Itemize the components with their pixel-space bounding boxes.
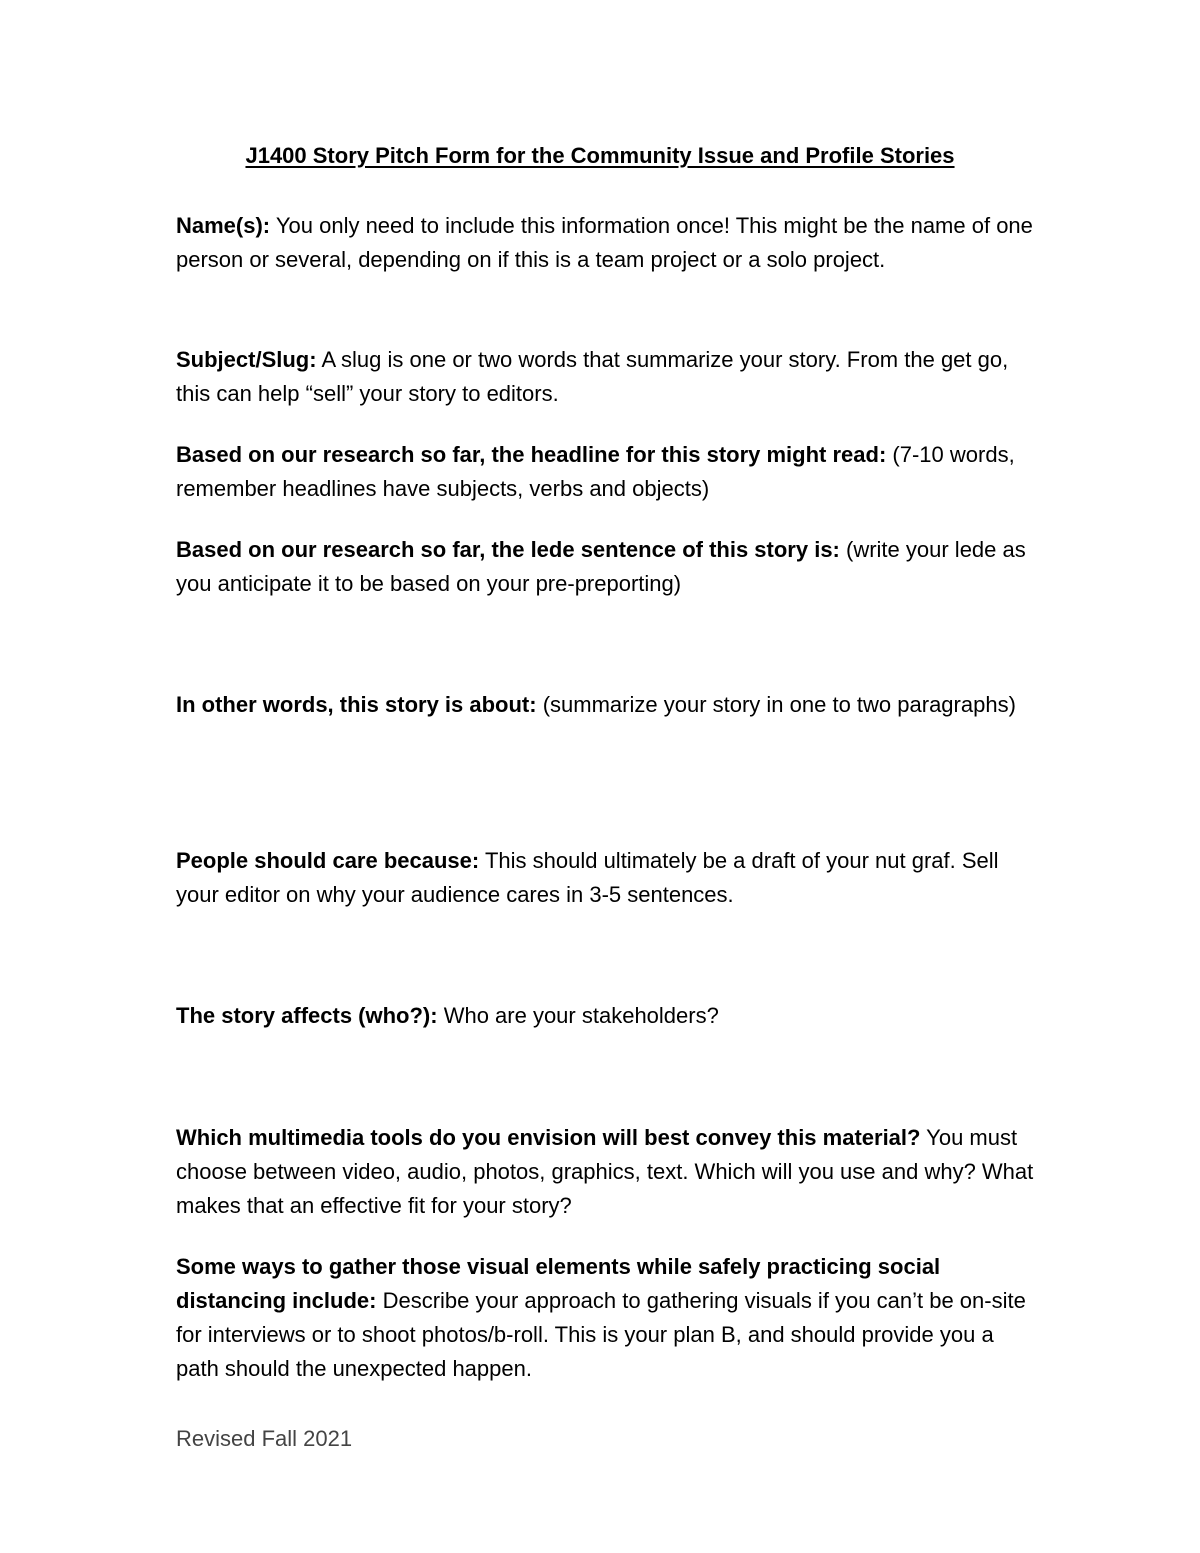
section-text: You must choose between video, audio, photos, graphics, text. Which will you use and why? What makes that an effective fit for your story?	[176, 1125, 1034, 1218]
section-text: (7-10 words, remember headlines have subjects, verbs and objects)	[176, 442, 1015, 501]
section-text: You only need to include this information once! This might be the name of one person or several, depending on if this is a team project or a solo project.	[176, 213, 1033, 272]
section-label: Some ways to gather those visual elements while safely practicing social distancing include:	[176, 1254, 941, 1313]
section-label: Which multimedia tools do you envision will best convey this material?	[176, 1125, 921, 1150]
section-label: People should care because:	[176, 848, 480, 873]
section-text: Who are your stakeholders?	[437, 1003, 719, 1028]
section-lede	[176, 533, 1036, 601]
section-names	[176, 209, 1036, 277]
section-text: Describe your approach to gathering visuals if you can’t be on-site for interviews or to shoot photos/b-roll. This is your plan B, and should provide you a path should the unexpected happen.	[176, 1288, 1026, 1381]
section-text: A slug is one or two words that summarize your story. From the get go, this can help “sell” your story to editors.	[176, 347, 1009, 406]
section-label: Name(s):	[176, 213, 271, 238]
section-visual-elements	[176, 1250, 1036, 1386]
section-text: (write your lede as you anticipate it to be based on your pre-preporting)	[176, 537, 1026, 596]
section-text: (summarize your story in one to two paragraphs)	[536, 692, 1016, 717]
section-story-affects	[176, 999, 1036, 1033]
section-people-care	[176, 844, 1036, 912]
section-label: Subject/Slug:	[176, 347, 317, 372]
document-title: J1400 Story Pitch Form for the Community Issue and Profile Stories	[245, 143, 955, 168]
section-subject-slug	[176, 343, 1036, 411]
section-multimedia-tools	[176, 1121, 1036, 1223]
section-story-about	[176, 688, 1036, 722]
section-label: Based on our research so far, the headline for this story might read:	[176, 442, 887, 467]
section-headline	[176, 438, 1036, 506]
section-label: The story affects (who?):	[176, 1003, 438, 1028]
section-label: Based on our research so far, the lede sentence of this story is:	[176, 537, 840, 562]
revision-footer: Revised Fall 2021	[176, 1426, 353, 1451]
section-text: This should ultimately be a draft of your nut graf. Sell your editor on why your audience cares in 3-5 sentences.	[176, 848, 999, 907]
section-label: In other words, this story is about:	[176, 692, 537, 717]
